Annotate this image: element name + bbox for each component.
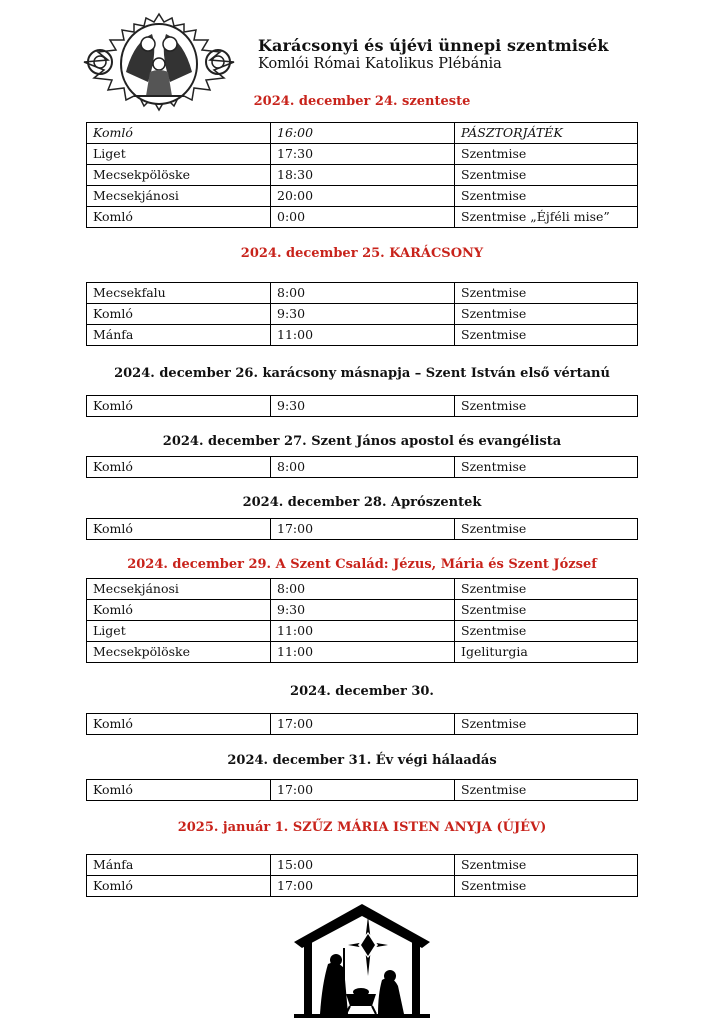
table-row: [87, 519, 638, 540]
schedule-table: [86, 518, 638, 540]
table-cell: Szentmise „Éjféli mise”: [455, 207, 638, 228]
table-row: [87, 579, 638, 600]
table-row: [87, 600, 638, 621]
table-row: [87, 144, 638, 165]
schedule-table: [86, 395, 638, 417]
table-cell: Szentmise: [455, 457, 638, 478]
schedule-table: [86, 779, 638, 801]
table-cell: 17:30: [271, 144, 455, 165]
table-cell: Szentmise: [455, 519, 638, 540]
section-heading: 2024. december 25. KARÁCSONY: [240, 246, 484, 261]
table-cell: Komló: [87, 207, 271, 228]
table-cell: 15:00: [271, 855, 455, 876]
table-cell: Szentmise: [455, 600, 638, 621]
table-cell: 11:00: [271, 325, 455, 346]
schedule-table: [86, 122, 638, 228]
document-title: Karácsonyi és újévi ünnepi szentmisék: [258, 36, 609, 55]
table-cell: Szentmise: [455, 780, 638, 801]
table-cell: Szentmise: [455, 186, 638, 207]
section-heading: 2025. január 1. SZŰZ MÁRIA ISTEN ANYJA (ÚJÉV): [177, 820, 547, 835]
section-heading: 2024. december 30.: [290, 684, 434, 699]
table-cell: 17:00: [271, 780, 455, 801]
table-cell: 9:30: [271, 600, 455, 621]
schedule-table: [86, 282, 638, 346]
table-cell: Mecsekjánosi: [87, 186, 271, 207]
table-row: [87, 396, 638, 417]
table-row: [87, 714, 638, 735]
table-row: [87, 642, 638, 663]
nativity-scene-icon: [292, 902, 432, 1018]
section-heading: 2024. december 31. Év végi hálaadás: [227, 753, 497, 768]
table-row: [87, 621, 638, 642]
table-cell: PÁSZTORJÁTÉK: [455, 123, 638, 144]
table-cell: Komló: [87, 780, 271, 801]
table-cell: Szentmise: [455, 283, 638, 304]
section-heading: 2024. december 26. karácsony másnapja – Szent István első vértanú: [114, 366, 610, 381]
table-cell: Szentmise: [455, 876, 638, 897]
table-cell: 11:00: [271, 642, 455, 663]
table-row: [87, 780, 638, 801]
table-cell: 8:00: [271, 579, 455, 600]
table-cell: Szentmise: [455, 579, 638, 600]
table-cell: 8:00: [271, 457, 455, 478]
table-cell: Komló: [87, 600, 271, 621]
table-cell: 9:30: [271, 396, 455, 417]
table-row: [87, 207, 638, 228]
table-cell: 11:00: [271, 621, 455, 642]
table-row: [87, 855, 638, 876]
schedule-table: [86, 456, 638, 478]
table-cell: Szentmise: [455, 714, 638, 735]
table-cell: Szentmise: [455, 621, 638, 642]
table-cell: Komló: [87, 876, 271, 897]
table-cell: Szentmise: [455, 304, 638, 325]
table-cell: 8:00: [271, 283, 455, 304]
schedule-table: [86, 713, 638, 735]
section-heading: 2024. december 24. szenteste: [253, 94, 471, 109]
table-cell: Komló: [87, 304, 271, 325]
table-cell: Mecsekjánosi: [87, 579, 271, 600]
table-cell: 18:30: [271, 165, 455, 186]
table-cell: Komló: [87, 714, 271, 735]
table-cell: Mánfa: [87, 325, 271, 346]
table-cell: Komló: [87, 123, 271, 144]
table-cell: 17:00: [271, 519, 455, 540]
section-heading: 2024. december 27. Szent János apostol és evangélista: [162, 434, 562, 449]
table-cell: Mecsekfalu: [87, 283, 271, 304]
table-cell: Liget: [87, 621, 271, 642]
table-cell: Szentmise: [455, 855, 638, 876]
table-cell: 17:00: [271, 876, 455, 897]
table-cell: Mecsekpölöske: [87, 165, 271, 186]
table-cell: Komló: [87, 457, 271, 478]
table-row: [87, 123, 638, 144]
table-cell: 9:30: [271, 304, 455, 325]
schedule-table: [86, 578, 638, 663]
table-row: [87, 325, 638, 346]
table-cell: 0:00: [271, 207, 455, 228]
table-cell: Szentmise: [455, 165, 638, 186]
table-cell: 17:00: [271, 714, 455, 735]
table-cell: 16:00: [271, 123, 455, 144]
table-row: [87, 457, 638, 478]
table-row: [87, 283, 638, 304]
table-cell: Szentmise: [455, 396, 638, 417]
table-cell: Mánfa: [87, 855, 271, 876]
table-cell: Szentmise: [455, 325, 638, 346]
table-row: [87, 165, 638, 186]
table-row: [87, 304, 638, 325]
table-cell: Komló: [87, 396, 271, 417]
schedule-table: [86, 854, 638, 897]
table-cell: Szentmise: [455, 144, 638, 165]
table-row: [87, 186, 638, 207]
section-heading: 2024. december 29. A Szent Család: Jézus, Mária és Szent József: [127, 557, 597, 572]
table-cell: Liget: [87, 144, 271, 165]
table-cell: Komló: [87, 519, 271, 540]
table-cell: Mecsekpölöske: [87, 642, 271, 663]
table-row: [87, 876, 638, 897]
table-cell: Igeliturgia: [455, 642, 638, 663]
section-heading: 2024. december 28. Aprószentek: [242, 495, 482, 510]
parish-name: Komlói Római Katolikus Plébánia: [258, 56, 502, 72]
table-cell: 20:00: [271, 186, 455, 207]
